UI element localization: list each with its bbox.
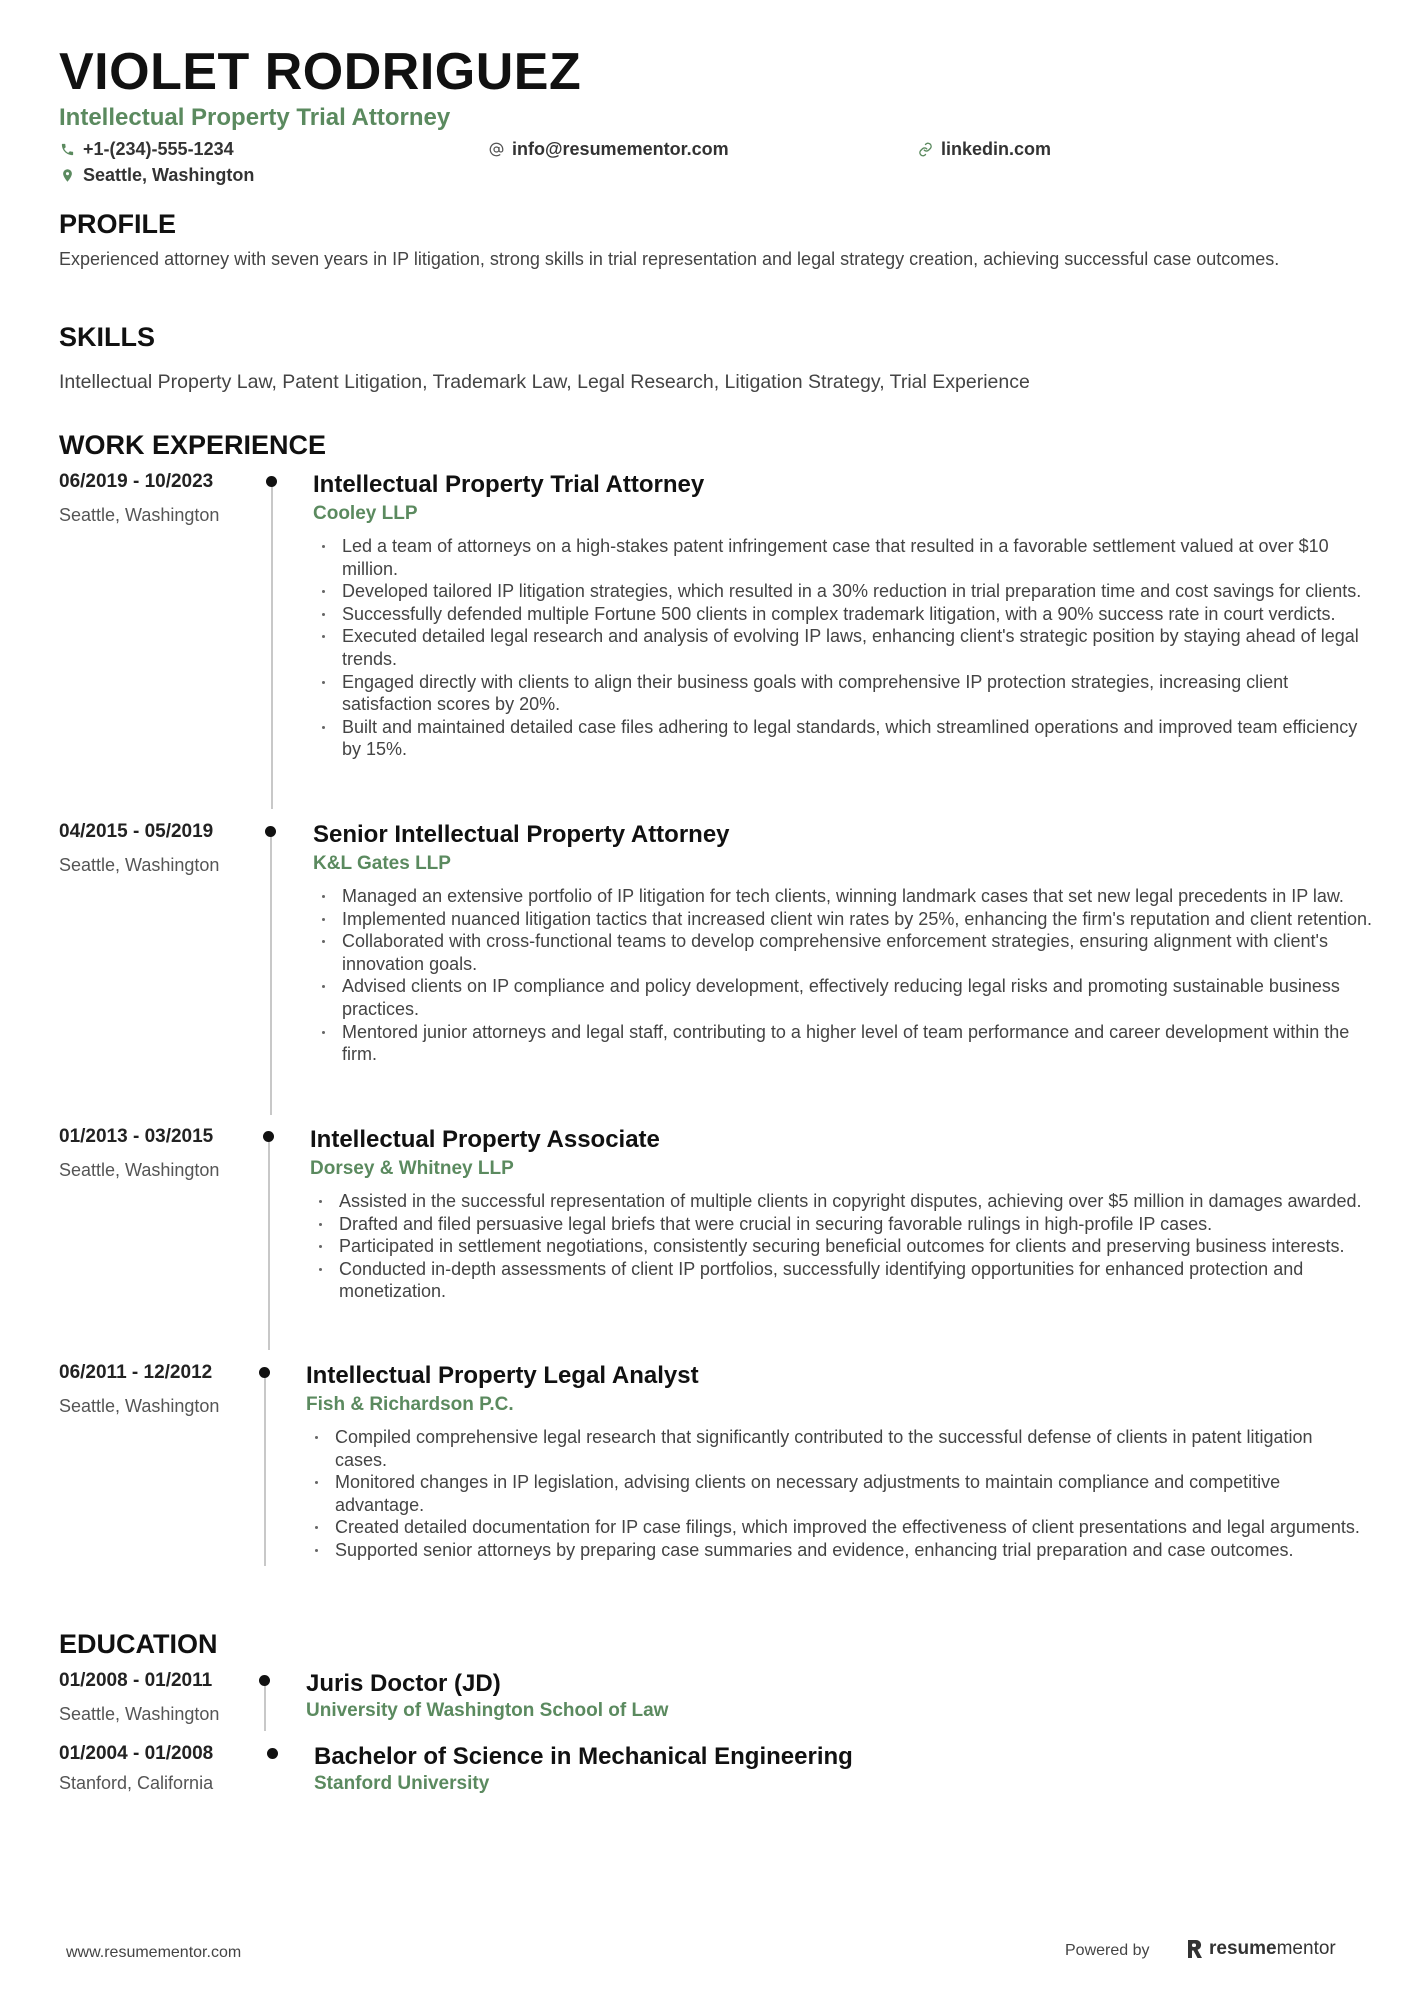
degree-title: Bachelor of Science in Mechanical Engineering	[314, 1743, 853, 1770]
candidate-name: VIOLET RODRIGUEZ	[59, 43, 582, 101]
contact-phone	[60, 139, 234, 161]
job-content	[313, 470, 1373, 761]
profile-summary: Experienced attorney with seven years in IP litigation, strong skills in trial representation and legal strategy creation, achieving successful case outcomes.	[59, 249, 1280, 269]
work-experience-heading: WORK EXPERIENCE	[59, 430, 327, 460]
timeline-dot	[263, 1131, 274, 1142]
education-content	[306, 1669, 1366, 1723]
job-dates: 04/2015 - 05/2019	[59, 821, 214, 842]
timeline-dot	[267, 1748, 278, 1759]
contact-linkedin[interactable]	[918, 139, 1051, 161]
education-location: Stanford, California	[59, 1773, 214, 1793]
bullet-item: Conducted in-depth assessments of client IP portfolios, successfully identifying opportunities for enhanced protection and monetization.	[310, 1258, 1370, 1303]
skills-list: Intellectual Property Law, Patent Litigation, Trademark Law, Legal Research, Litigation Strategy, Trial Experience	[59, 371, 1030, 393]
job-title: Intellectual Property Associate	[310, 1126, 660, 1153]
bullet-item: Managed an extensive portfolio of IP litigation for tech clients, winning landmark cases that set new legal precedents in IP law.	[313, 885, 1373, 908]
job-title: Intellectual Property Trial Attorney	[313, 471, 705, 498]
logo-wordmark-light: mentor	[1276, 1938, 1336, 1959]
bullet-item: Monitored changes in IP legislation, advising clients on necessary adjustments to maintain compliance and competitive advantage.	[306, 1471, 1366, 1516]
timeline-dot	[259, 1675, 270, 1686]
bullet-item: Drafted and filed persuasive legal briefs that were crucial in securing favorable rulings in high-profile IP cases.	[310, 1213, 1370, 1236]
logo-wordmark	[1209, 1938, 1336, 1960]
bullet-item: Engaged directly with clients to align their business goals with comprehensive IP protection strategies, increasing client satisfaction scores by 20%.	[313, 671, 1373, 716]
bullet-item: Mentored junior attorneys and legal staff, contributing to a higher level of team performance and career development within the firm.	[313, 1021, 1373, 1066]
bullet-item: Collaborated with cross-functional teams to develop comprehensive enforcement strategies, ensuring alignment with client's innovation goals.	[313, 930, 1373, 975]
timeline-line	[271, 477, 273, 809]
timeline-line	[264, 1368, 266, 1566]
job-content	[306, 1361, 1366, 1562]
job-location: Seattle, Washington	[59, 855, 220, 875]
bullet-item: Successfully defended multiple Fortune 500 clients in complex trademark litigation, with a 90% success rate in court verdicts.	[313, 603, 1373, 626]
job-bullets	[310, 1190, 1370, 1303]
contact-email[interactable]	[489, 139, 729, 161]
phone-text: +1-(234)-555-1234	[83, 139, 234, 159]
education-heading: EDUCATION	[59, 1629, 218, 1659]
education-dates: 01/2004 - 01/2008	[59, 1743, 214, 1764]
job-bullets	[313, 885, 1373, 1066]
linkedin-text: linkedin.com	[941, 139, 1052, 159]
company-name: Cooley LLP	[313, 503, 418, 524]
bullet-item: Assisted in the successful representation of multiple clients in copyright disputes, achieving over $5 million in damages awarded.	[310, 1190, 1370, 1213]
profile-heading: PROFILE	[59, 209, 177, 239]
job-title: Intellectual Property Legal Analyst	[306, 1362, 699, 1389]
bullet-item: Supported senior attorneys by preparing case summaries and evidence, enhancing trial preparation and case outcomes.	[306, 1539, 1366, 1562]
bullet-item: Developed tailored IP litigation strategies, which resulted in a 30% reduction in trial preparation time and cost savings for clients.	[313, 580, 1373, 603]
bullet-item: Implemented nuanced litigation tactics that increased client win rates by 25%, enhancing the firm's reputation and client retention.	[313, 908, 1373, 931]
company-name: K&L Gates LLP	[313, 853, 451, 874]
bullet-item: Built and maintained detailed case files adhering to legal standards, which streamlined operations and improved team efficiency by 15%.	[313, 716, 1373, 761]
job-location: Seattle, Washington	[59, 505, 220, 525]
at-icon	[489, 142, 504, 157]
degree-title: Juris Doctor (JD)	[306, 1670, 501, 1697]
bullet-item: Participated in settlement negotiations, consistently securing beneficial outcomes for clients and preserving business interests.	[310, 1235, 1370, 1258]
job-bullets	[306, 1426, 1366, 1562]
job-title: Senior Intellectual Property Attorney	[313, 821, 730, 848]
bullet-item: Executed detailed legal research and analysis of evolving IP laws, enhancing client's strategic position by staying ahead of legal trends.	[313, 625, 1373, 670]
link-icon	[918, 142, 933, 157]
email-text: info@resumementor.com	[512, 139, 729, 159]
bullet-item: Created detailed documentation for IP case filings, which improved the effectiveness of client presentations and legal arguments.	[306, 1516, 1366, 1539]
job-dates: 06/2019 - 10/2023	[59, 471, 214, 492]
job-location: Seattle, Washington	[59, 1160, 220, 1180]
logo-mark-icon	[1185, 1938, 1203, 1960]
contact-location	[60, 165, 254, 187]
footer-website[interactable]: www.resumementor.com	[66, 1944, 242, 1961]
bullet-item: Compiled comprehensive legal research that significantly contributed to the successful defense of clients in patent litigation cases.	[306, 1426, 1366, 1471]
job-location: Seattle, Washington	[59, 1396, 220, 1416]
timeline-line	[268, 1132, 270, 1350]
job-dates: 01/2013 - 03/2015	[59, 1126, 214, 1147]
bullet-item: Advised clients on IP compliance and policy development, effectively reducing legal risks and promoting sustainable business practices.	[313, 975, 1373, 1020]
skills-heading: SKILLS	[59, 322, 156, 352]
education-content	[314, 1742, 1374, 1796]
school-name: Stanford University	[314, 1773, 490, 1794]
map-pin-icon	[60, 168, 75, 183]
logo-wordmark-bold: resume	[1209, 1938, 1277, 1959]
phone-icon	[60, 142, 75, 157]
company-name: Fish & Richardson P.C.	[306, 1394, 514, 1415]
timeline-dot	[266, 476, 277, 487]
school-name: University of Washington School of Law	[306, 1700, 669, 1721]
education-dates: 01/2008 - 01/2011	[59, 1670, 213, 1691]
education-location: Seattle, Washington	[59, 1704, 220, 1724]
timeline-line	[270, 827, 272, 1115]
timeline-dot	[259, 1367, 270, 1378]
company-name: Dorsey & Whitney LLP	[310, 1158, 514, 1179]
job-content	[313, 820, 1373, 1066]
timeline-dot	[265, 826, 276, 837]
job-bullets	[313, 535, 1373, 761]
candidate-title: Intellectual Property Trial Attorney	[59, 104, 451, 131]
powered-by-label: Powered by	[1065, 1942, 1150, 1959]
bullet-item: Led a team of attorneys on a high-stakes patent infringement case that resulted in a favorable settlement valued at over $10 million.	[313, 535, 1373, 580]
location-text: Seattle, Washington	[83, 165, 255, 185]
job-content	[310, 1125, 1370, 1303]
resumementor-logo[interactable]	[1185, 1938, 1336, 1960]
job-dates: 06/2011 - 12/2012	[59, 1362, 213, 1383]
